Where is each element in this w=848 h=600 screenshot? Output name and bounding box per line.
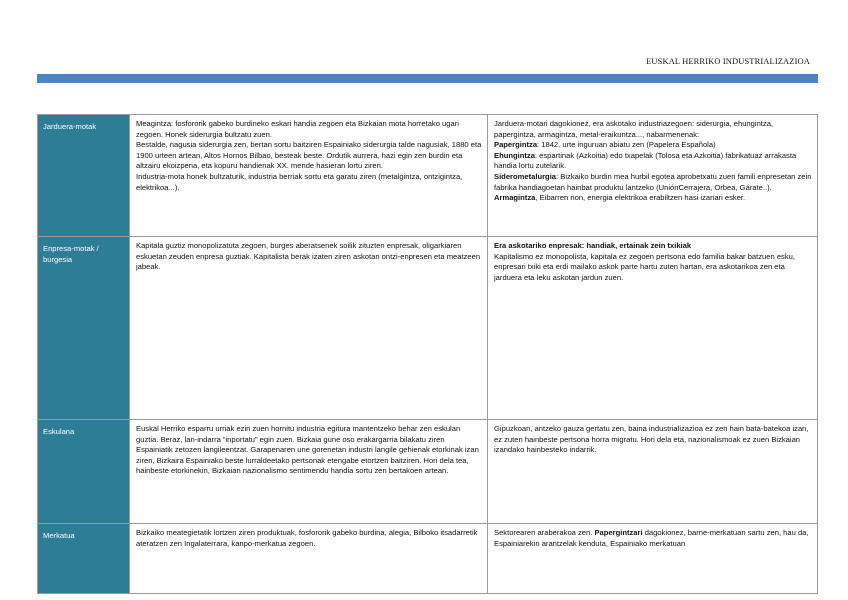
row-label-eskulana: Eskulana (38, 420, 130, 524)
text-run: Sektorearen araberakoa zen. (494, 528, 595, 537)
header-bar (37, 74, 818, 83)
paragraph: Meagintza: fosfororik gabeko burdineko eskari handia zegoen eta Bizkaian mota horretako ugari zegoen. Honek siderurgia bultzatu zuen. (136, 119, 459, 139)
table-row (38, 524, 818, 594)
term-text: : 1842. urte inguruan abiatu zen (Papelera Española) (537, 140, 716, 150)
paragraph: Bestalde, nagusia siderurgia zen, bertan sortu baitziren Espainiako siderurgia talde nagusiak, 1880 eta 1900 urteen artean, Altos Hornos Bilbao, besteak beste. Ordutik aurrera, hazi egin zen burdin eta altzairu ekoizpena, eta kopuru handienak XX. mende hasieran lortu ziren. (136, 140, 482, 171)
list-item (494, 193, 812, 204)
term: Armagintza (494, 193, 536, 203)
paragraph: Kapitalismo ez monopolista, kapitala ez zegoen pertsona edo familia bakar batzuen esku, enpresari txiki eta erdi mailako askok parte hartu zuten hartan, era askotarikoa zen eta jarduera eta leku askotan jardun zuen. (494, 251, 795, 282)
cell-bizkaia (130, 524, 488, 594)
paragraph: Bizkaiko meategietatik lortzen ziren produktuak, fosfororik gabeko burdina, alegia, Bilboko itsadarretik ateratzen zen Ingalaterrara, kanpo-merkatua zegoen. (136, 528, 478, 548)
term: Papergintza (494, 140, 538, 150)
table-row (38, 115, 818, 237)
running-header: EUSKAL HERRIKO INDUSTRIALIZAZIOA (646, 56, 810, 66)
cell-bizkaia (130, 420, 488, 524)
table-row (38, 420, 818, 524)
term-text: : espartinak (Azkoitia) edo txapelak (Tolosa eta Azkoitia) fabrikatuaz arrakasta handia lortu zutelarik. (494, 150, 797, 171)
list-item (494, 172, 812, 193)
cell-heading: Era askotariko enpresak: handiak, ertainak zein txikiak (494, 241, 692, 250)
cell-bizkaia (130, 237, 488, 420)
cell-gipuzkoa (488, 524, 818, 594)
paragraph: Kapitala guztiz monopolizatuta zegoen, burges aberatsenek soilik zituzten enpresak, oligarkiaren eskuetan zeuden enpresa guztiak. Kapitalista berak izaten ziren askotan ontzi-enpresen eta meatzeen jabeak. (136, 241, 481, 272)
term: Papergintzari (594, 528, 643, 537)
paragraph: Industria-mota honek bultzaturik, industria berriak sortu eta garatu ziren (metalgintza, ontzigintza, elektrikoa...). (136, 171, 463, 192)
paragraph: Euskal Herriko esparru urriak ezin zuen hornitu industria egitura mantentzeko behar zen eskulan guztia. Beraz, lan-indarra “inportatu” egin zuen. Bizkaia gune oso erakargarria bilakatu ziren Espainiatik zetozen langileentzat. Garapenaren une gorenetan industri langile gehienak etorkinak izan ziren, Bizkaira Espainiako beste lurraldeetako pertsonak etengabe etortzen baitziren. Hori dela tea, hainbeste etorkinekin, Bizkaian nazionalismo sentimendu handia sortu zen bertakoen artean. (136, 424, 479, 476)
list-item (494, 140, 812, 151)
term: Siderometalurgia (494, 171, 557, 181)
text-run: dagokionez, barne-merkatuan sartu zen, hau da, Espainiarekin arantzelak kenduta, Espainiako merkatuan (494, 528, 809, 548)
paragraph (494, 528, 812, 549)
term-text: , Eibarren non, energia elektrikoa erabiltzen hasi izanari esker. (535, 193, 746, 203)
table-row (38, 237, 818, 420)
row-label-jarduera-motak: Jarduera-motak (38, 115, 130, 237)
cell-gipuzkoa (488, 115, 818, 237)
row-label-merkatua: Merkatua (38, 524, 130, 594)
comparison-table (37, 114, 818, 594)
term-text: : Bizkaiko burdin mea hurbil egotea aprobetxatu zuen famili enpresetan zein fabrika handiagoetan hainbat produktu lantzeko (UniónCerrajera, Orbea, Gárate..). (494, 171, 812, 192)
term: Ehungintza (494, 150, 535, 160)
paragraph: Gipuzkoan, antzeko gauza gertatu zen, baina industrializazioa ez zen hain bata-batekoa izan, ez zuten hainbeste pertsona horra migratu. Hori dela eta, nazionalismoak ez zuen Bizkaian izandako hainbesteko indarrik. (494, 424, 809, 455)
cell-bizkaia (130, 115, 488, 237)
cell-gipuzkoa (488, 420, 818, 524)
paragraph: Jarduera-motari dagokionez, era askotako industriazegoen: siderurgia, ehungintza, papergintza, armagintza, metal-eraikuntza..., nabarmenenak: (494, 119, 774, 139)
list-item (494, 151, 812, 172)
row-label-enpresa-motak: Enpresa-motak / burgesia (38, 237, 130, 420)
cell-gipuzkoa (488, 237, 818, 420)
